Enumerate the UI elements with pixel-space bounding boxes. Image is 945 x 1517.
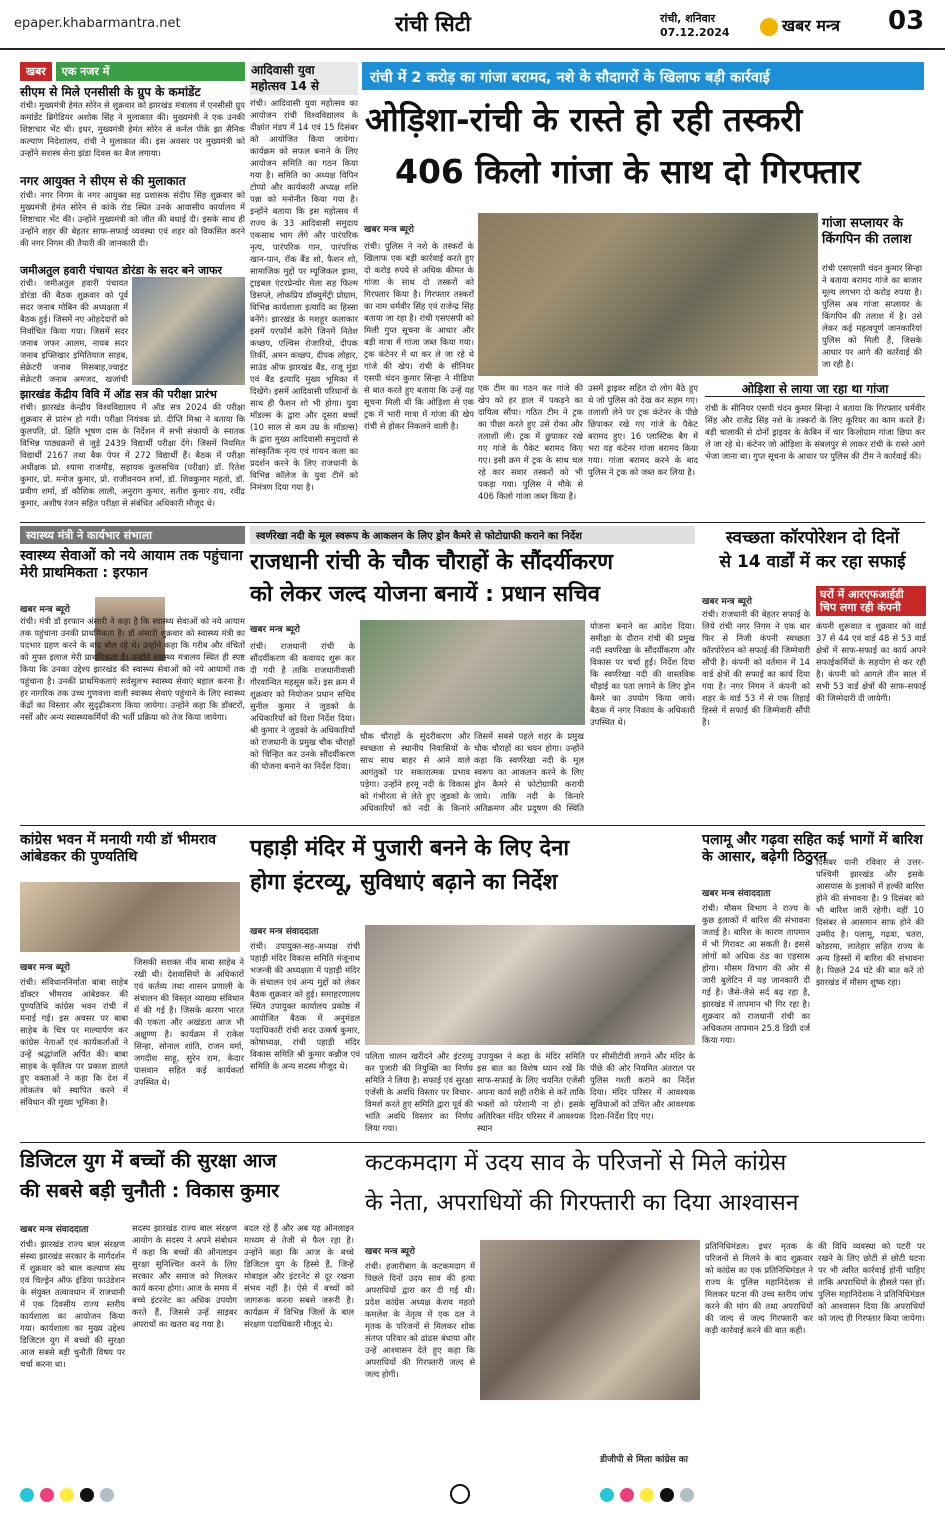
temple-col-3: उपायुक्त ने कहा के मंदिर समिति इस बात का विशेष ध्यान रखें कि साफ-सफाई के लिए चयनित एजेंसी अपना कार्य सही तरीके से करें ताकि भक्तों को परेशानी ना हो। इसके अतिरिक्त मंदिर परिसर में आवश्यक स्थान bbox=[477, 1051, 585, 1133]
news-brief-column bbox=[20, 62, 245, 517]
chowk-byline: खबर मन्त्र ब्यूरो bbox=[250, 625, 300, 635]
brief-3-body: रांची। जमीअतुल हवारी पंचायत डोरंडा की बैठक शुक्रवार को पूर्व सदर जनाब मोबिन की अध्यक्षता में बैठक हुई। जिसमें नए ओहदेदारों को निर्वाचित किया गया। जिसमें सदर जनाब जफर आलम, नायब सदर जनाब इफ्तिखार इमितियाज साहब, सेक्रेटरी जनाब मिसबाह,ज्वाइंट सेक्रेटरी जनाब अमजद, खजांची bbox=[20, 277, 128, 384]
lead-story-band: रांची में 2 करोड़ का गांजा बरामद, नशे के सौदागरों के खिलाफ बड़ी कार्रवाई bbox=[362, 62, 924, 90]
tribal-headline-1: आदिवासी युवा bbox=[250, 62, 358, 78]
tribal-body: रांची। आदिवासी युवा महोत्सव का आयोजन रांची विश्वविद्यालय के दीक्षांत मंडप में 14 एवं 15 दिसंबर को आयोजित किया जायेगा। कार्यक्रम को सफल बनाने के लिए आयोजन समिति का गठन किया गया है। समिति का अध्यक्ष विपिन टोप्पो और कार्यकारी अध्यक्ष शशि पन्ना को मनोनीत किया गया है। इन्होंने बताया कि इस महोत्सव में राज्य के 33 आदिवासी समुदाय एकसाथ भाग लेंगे और पारंपरिक नृत्य, पारंपरिक गान, पारंपरिक खान-पान, रॉक बैंड शो, फैशन शो, सामाजिक मुद्दों पर म्यूजिकल ड्रामा, ट्राइबल एंटरप्रेन्योर मेला सह फिल्म डिसप्ले, लोकप्रिय डॉक्युमेंट्री प्रोग्राम, विभिन्न कार्यशाला इत्यादि का हिस्सा बनेंगे। झारखंड के मशहूर कलाकार इसमें परफॉर्म करेंगे जिनमें नितेश कच्छप, एल्विस रोजारियो, दीपक तिर्की, अमन कच्छप, दीपक लोहार, साउंड ऑफ झारखंड बैंड, राजू मुंडा एवं बैंड इत्यादि मुख्य भूमिका में दिखेंगे। इसमें आदिवासी परिधानों के साथ ही फैशन शो भी होगा। युवा मॉडल्स के द्वारा और दूसरा बच्चों (10 साल से कम उम्र के मॉडल्स) के द्वारा मुख्य आदिवासी समुदायों से सांस्कृतिक नृत्य एवं गायन कला का प्रदर्शन करने के लिए राजधानी के विभिन्न कॉलेज के युवा टीमें को निमंत्रण दिया गया है। bbox=[250, 97, 358, 492]
temple-col-1: रांची। उपायुक्त-सह-अध्यक्ष रांची पहाड़ी मंदिर विकास समिति मंजूनाथ भजन्त्री की अध्यक्षता में पहाड़ी मंदिर के संचालन एवं अन्य मुद्दों को लेकर बैठक शुक्रवार को हुई। समाहरणालय स्थित उपायुक्त कार्यालय प्रकोष्ठ में आयोजित बैठक में अनुमंडल पदाधिकारी रांची सदर उत्कर्ष कुमार, कोषाध्यक्ष, रांची पहाड़ी मंदिर विकास समिति श्री कुमार कन्नौज एवं समिति के अन्य सदस्य मौजूद थे। bbox=[250, 941, 360, 1071]
divider bbox=[20, 1142, 925, 1143]
meeting-photo bbox=[132, 277, 245, 385]
weather-headline: पलामू और गढ़वा सहित कई भागों में बारिश के आसार, बढ़ेगी ठिठुरन bbox=[702, 832, 923, 865]
date-value: 07.12.2024 bbox=[660, 26, 730, 39]
child-headline-1: डिजिटल युग में बच्चों की सुरक्षा आज bbox=[20, 1150, 277, 1172]
temple-col-2: पलिता चालन खरीदने और इंटरव्यू कर पुजारी की नियुक्ति का निर्णय समिति ने लिया है। सफाई एवं सुरक्षा एजेंसी के अवधि विस्तार पर विचार-विमर्श करते हुए समिति द्वारा पूर्व की भांति अवधि विस्तार का निर्णय लिया गया। bbox=[365, 1051, 473, 1133]
ambedkar-col-2: जिसकी सशक्त नींव बाबा साहेब ने रखी थी। देशवासियों के अधिकारों एवं कर्तव्य तथा शासन प्रणाली के संचालन की विस्तृत व्याख्या संविधान में की गई है। जिसके कारण भारत की एकता और अखंडता आज भी अक्षुण्ण है। कार्यक्रम में राकेश सिन्हा, सोनाल शांति, राजन वर्मा, जगदीश साहू, सुरेन राम, केदार पासवान सहित कई कार्यकर्ता उपस्थित थे। bbox=[134, 957, 244, 1087]
registration-dot bbox=[660, 1488, 674, 1502]
brief-1-headline: सीएम से मिले एनसीसी के ग्रुप के कमांडेंट bbox=[20, 85, 201, 99]
registration-dot bbox=[60, 1488, 74, 1502]
brief-2-headline: नगर आयुक्त ने सीएम से की मुलाकात bbox=[20, 174, 186, 189]
date-day: रांची, शनिवार bbox=[660, 12, 716, 25]
congress-dgp-photo bbox=[480, 1240, 700, 1400]
katak-col-3: की विधि व्यवस्था को पटरी पर रखने के लिए छोटी से छोटी घटना पर भी त्वरित कार्रवाई होनी चाहिए ताकि अपराधियों के हौसले पस्त हों। पुलिस महानिदेशक ने प्रतिनिधिमंडल को आश्वासन दिया कि अपराधियों को जल्द ही गिरफ्तार किया जायेगा। bbox=[818, 1241, 925, 1323]
section-title: रांची सिटी bbox=[395, 12, 471, 36]
katak-byline: खबर मन्त्र ब्यूरो bbox=[365, 1247, 415, 1257]
ambedkar-headline: कांग्रेस भवन में मनायी गयी डॉ भीमराव आंबेडकर की पुण्यतिथि bbox=[20, 832, 216, 865]
chowk-photo bbox=[360, 620, 585, 725]
child-col-3: बदल रहे हैं और अब यह ऑनलाइन माध्यम से तेजी से फैल रहा है। उन्होंने कहा कि आज के बच्चे डिजिटल युग के हिस्से हैं, जिन्हें मोबाइल और इंटरनेट से दूर रखना संभव नहीं है। ऐसे में बच्चों को जागरूक करना सबसे जरूरी है। कार्यक्रम में विभिन्न जिलों के बाल संरक्षण पदाधिकारी मौजूद थे। bbox=[244, 1223, 354, 1329]
odisha-subhead: ओड़िशा से लाया जा रहा था गांजा bbox=[705, 382, 925, 397]
brief-4-headline: झारखंड केंद्रीय विवि में ऑड सत्र की परीक्षा प्रारंभ bbox=[20, 387, 217, 401]
child-headline-2: की सबसे बड़ी चुनौती : विकास कुमार bbox=[20, 1180, 280, 1202]
katak-col-2: प्रतिनिधिमंडल। इधर मृतक के परिजनों से मिलने के बाद शुक्रवार को कांग्रेस का एक प्रतिनिधिमंडल ने राज्य के पुलिस महानिदेशक से मिलकर घटना की उच्च स्तरीय जांच करने की मांग की तथा अपराधियों की जल्द से जल्द गिरफ्तारी कर कड़ी कार्रवाई करने की बात कही। bbox=[705, 1241, 813, 1335]
clean-headline-2: से 14 वार्डों में कर रहा सफाई bbox=[719, 552, 906, 572]
child-col-2: सदस्य झारखंड राज्य बाल संरक्षण आयोग के सदस्य ने अपने संबोधन में कहा कि बच्चों की ऑनलाइन सुरक्षा सुनिश्चित करने के लिए सरकार और समाज को मिलकर कार्य करना होगा। आज के समय में बच्चे इंटरनेट का अधिक उपयोग करते हैं, जिससे उन्हें साइबर अपराधों का खतरा बढ़ गया है। bbox=[132, 1223, 237, 1329]
registration-dot bbox=[80, 1488, 94, 1502]
tribal-headline-2: महोत्सव 14 से bbox=[250, 78, 358, 94]
lead-byline: खबर मन्त्र ब्यूरो bbox=[364, 225, 414, 235]
health-byline: खबर मन्त्र ब्यूरो bbox=[20, 605, 70, 615]
divider bbox=[20, 825, 925, 826]
tag-khabar: खबर bbox=[20, 62, 52, 81]
lead-headline-1: ओड़िशा-रांची के रास्ते हो रही तस्करी bbox=[365, 100, 803, 139]
police-press-photo bbox=[478, 213, 818, 376]
chowk-headline-1: राजधानी रांची के चौक चौराहों के सौंदर्यीकरण bbox=[250, 550, 614, 575]
tag-ek-nazar: एक नजर में bbox=[56, 62, 245, 81]
temple-headline-2: होगा इंटरव्यू, सुविधाएं बढ़ाने का निर्देश bbox=[250, 870, 558, 895]
brief-4-body: रांची। झारखंड केन्द्रीय विश्वविद्यालय में ऑड सत्र 2024 की परीक्षा शुक्रवार से प्रारंभ हो गयी। परीक्षा नियंत्रक प्रो. दीप्ति मिश्रा ने बताया कि कुलपति, प्रो. क्षिति भूषण दास के निर्देशन में सभी संकायों के स्नातक विभिन्न पाठ्यक्रमों से जुड़े 2439 विद्यार्थी परीक्षा देंगे। जिसमें नियमित विद्यार्थी 2167 तथा बैक पेपर में 272 विद्यार्थी हैं। बैठक में परीक्षा अधीक्षक प्रो. श्यामा राजगौड़, सहायक कुलसचिव (परीक्षा) डॉ. रितेश कुमार, प्रो. मनोज कुमार, प्रो. राजीवनयन शर्मा, डॉ. शिवकुमार महतो, डॉ. प्रवीण शर्मा, डॉ कौशिक लाली, अनुराग कुमार, सतीश कुमार राय, रवींद्र कुमार, अशीष रंजन सहित परीक्षा से संबंधित अधिकारी मौजूद थे। bbox=[20, 402, 245, 509]
crosshair-icon bbox=[450, 1484, 470, 1504]
temple-headline-1: पहाड़ी मंदिर में पुजारी बनने के लिए देना bbox=[250, 836, 570, 861]
registration-dot bbox=[640, 1488, 654, 1502]
registration-dot bbox=[680, 1488, 694, 1502]
odisha-body: रांची के सीनियर एसपी चंदन कुमार सिन्हा ने बताया कि गिरफ्तार धर्मवीर सिंह और राजेंद्र सिंह नशे के तस्करों के लिए कूरियर का काम करते हैं। बड़ी चालाकी से दोनों ड्राइवर के केबिन में चार किलोग्राम गांजा छिपा कर ले जा रहे थे। कंटेनर जो ओड़िशा के संबलपुर से लाकर रांची के रास्ते आगे भेजा जाना था। गुप्त सूचना के आधार पर पुलिस की टीम ने कार्रवाई की। bbox=[705, 403, 925, 461]
temple-meeting-photo bbox=[365, 925, 695, 1045]
tribal-festival-story bbox=[250, 62, 358, 517]
weather-byline: खबर मन्त्र संवाददाता bbox=[702, 889, 771, 899]
page-header bbox=[0, 0, 945, 50]
registration-dot bbox=[20, 1488, 34, 1502]
lead-col-2: एक टीम का गठन कर गांजे की खेप को हर हाल में पकड़ने का दायित्व सौंपा। गठित टीम ने ट्रक का पीछा करते हुए उसे रोका और तलाशी ली। ट्रक में छुपाकर रखे गए गांजे के पैकेट बरामद किए गए। इसी क्रम में ट्रक के साथ चल रहे कार सवार तस्करों को भी पकड़ा गया। पुलिस ने मौके से 406 किलो गांजा जब्त किया है। bbox=[478, 383, 583, 501]
brief-1-body: रांची। मुख्यमंत्री हेमंत सोरेन से शुक्रवार को झारखंड मंत्रालय में एनसीसी ग्रुप कमांडेंट ब्रिगेडियर अशोक सिंह ने मुलाकात की। मुख्यमंत्री ने एक उनकी शिष्टाचार भेंट थी। इधर, मुख्यमंत्री हेमंत सोरेन से कर्नल पीके झा सैनिक कल्याण निदेशालय, रांची ने मुलाकात की। इस अवसर पर मुख्यमंत्री को उन्होंने सशस्त्र सेना झंडा दिवस का बैज लगाया। bbox=[20, 100, 245, 159]
rfid-redbar: घरों में आरएफआईडी चिप लगा रही कंपनी bbox=[816, 586, 926, 616]
chowk-col-2: चौक चौराहों के सुंदरीकरण और स्वच्छता से स्थानीय निवासियों के साथ साथ बाहर से आने वाले आगंतुकों पर सकारात्मक प्रभाव पड़ेगा। उन्होंने हरमू नदी के विकास को गंभीरता से लेते हुए जुडको के अधिकारियों को नदी के किनारे bbox=[360, 731, 470, 813]
kingpin-headline: गांजा सप्लायर के किंगपिन की तलाश bbox=[822, 216, 912, 247]
clean-col-2: कंपनी शुरूवात व शुक्रवार को वार्ड 37 से 44 एवं वार्ड 48 से 53 वार्ड क्षेत्रों में साफ-सफाई का कार्य अपने सफाईकर्मियों के सहयोग से कर रही है। कंपनी को आगले तीन साल में सभी 53 वार्ड क्षेत्रों की साफ-सफाई की जिम्मेदारी दी जायेगी। bbox=[816, 621, 926, 703]
katak-headline-1: कटकमदाग में उदय साव के परिजनों से मिले कांग्रेस bbox=[365, 1150, 787, 1176]
clean-headline-1: स्वच्छता कॉरपोरेशन दो दिनों bbox=[725, 528, 900, 548]
page-number: 03 bbox=[888, 6, 925, 36]
print-registration-marks-left bbox=[20, 1487, 120, 1506]
clean-col-1: रांची। राजधानी की बेहतर सफाई के लिये रांची नगर निगम ने एक बार फिर से निजी कंपनी स्वच्छता कॉरपोरेशन को सफाई की जिम्मेवारी सौंपी है। कंपनी को वर्तमान में 14 वार्ड क्षेत्रों की सफाई का कार्य दिया गया है। नगर निगम ने कंपनी को शहर के वार्ड 53 में से एक तिहाई हिस्से में सफाई की जिम्मेवारी सौंपी है। bbox=[702, 609, 810, 727]
weather-col-1: रांची। मौसम विभाग ने राज्य के कुछ इलाकों में बारिश की संभावना जताई है। बारिश के कारण तापमान में भी गिरावट आ सकती है। इससे लोगों को अधिक ठंड का एहसास होगा। मौसम विभाग की ओर से जारी बुलेटिन में यह जानकारी दी गई है। जैसे-जैसे सर्द बढ़ रहा है, झारखंड में तापमान भी गिर रहा है। शुक्रवार को राजधानी रांची का अधिकतम तापमान 25.8 डिग्री दर्ज किया गया। bbox=[702, 903, 810, 1045]
temple-byline: खबर मन्त्र संवाददाता bbox=[250, 927, 319, 937]
ambedkar-col-1: रांची। संविधाननिर्माता बाबा साहेब डॉक्टर भीमराव आंबेडकर की पुण्यतिथि कांग्रेस भवन रांची में मनाई गई। इस अवसर पर बाबा साहेब के चित्र पर माल्यार्पण कर कांग्रेस नेताओं एवं कार्यकर्ताओं ने उन्हें श्रद्धांजलि अर्पित की। बाबा साहब के कृतित्व पर प्रकाश डालते हुए वक्ताओं ने कहा कि देश में लोकतंत्र को स्थापित करने में संविधान की मुख्य भूमिका है। bbox=[20, 977, 128, 1107]
brand-logo bbox=[760, 14, 840, 36]
chowk-col-1: रांची। राजधानी रांची के सौंदर्यीकरण की कवायद शुरू कर दी गयी है ताकि राजधानीवासी गौरवान्वित महसूस करें। इस क्रम में शुक्रवार को नियोजन प्रधान सचिव सुनील कुमार ने जुडको के अधिकारियों को दिशा निर्देश दिया। श्री कुमार ने जुडको के अधिकारियों को राजधानी के प्रमुख चौक चौराहों को चिन्हित कर उनके सौंदर्यीकरण की योजना बनाने का निर्देश दिया। bbox=[250, 641, 355, 771]
health-headline: स्वास्थ्य सेवाओं को नये आयाम तक पहुंचाना मेरी प्राथमिकता : इरफान bbox=[20, 548, 243, 581]
child-col-1: रांची। झारखंड राज्य बाल संरक्षण संस्था झारखंड सरकार के मार्गदर्शन में शुक्रवार को बाल कल्याण संघ एवं चिल्ड्रेन ऑफ इंडिया फाउंडेशन के संयुक्त तत्वावधान में राजधानी में एक दिवसीय राज्य स्तरीय कार्यशाला का आयोजन किया गया। कार्यशाला का मुख्य उद्देश्य डिजिटल युग में बच्चों की सुरक्षा आज सबसे बड़ी चुनौती विषय पर चर्चा करना था। bbox=[20, 1239, 125, 1369]
registration-dot bbox=[100, 1488, 114, 1502]
lead-col-3: उसमें ड्राइवर सहित दो लोग बैठे हुए थे जो पुलिस को देख कर सहम गए। तलाशी लेने पर ट्रक कंटेनर के पीछे छिपाकर रखे गए गांजे के पैकेट बरामद हुए। 16 प्लास्टिक बैग में भरा यह कंटेनर गांजा बरामद किया गया। गांजा बरामद करने के बाद पुलिस ने ट्रक को जब्त कर लिया है। bbox=[588, 383, 698, 477]
brief-2-body: रांची। नगर निगम के नगर आयुक्त सह प्रशासक संदीप सिंह शुक्रवार को मुख्यमंत्री हेमंत सोरेन से कांके रोड स्थित उनके आवासीय कार्यालय में शिष्टाचार भेंट की। उन्होंने मुख्यमंत्री को जीत की बधाई दी। इसके साथ ही उन्होंने शहर की बेहतर साफ-सफाई व्यवस्था एवं शहर को विकसित करने की नगर निगम की तैयारी की जानकारी दी। bbox=[20, 189, 245, 248]
epaper-url[interactable]: epaper.khabarmantra.net bbox=[14, 16, 181, 31]
katak-photo-caption: डीजीपी से मिला कांग्रेस का bbox=[600, 1455, 689, 1465]
logo-icon bbox=[760, 18, 778, 36]
divider bbox=[20, 522, 925, 523]
registration-dot bbox=[600, 1488, 614, 1502]
registration-dot bbox=[40, 1488, 54, 1502]
clean-byline: खबर मन्त्र ब्यूरो bbox=[702, 597, 752, 607]
chowk-band: स्वर्णरेखा नदी के मूल स्वरूप के आकलन के लिए ड्रोन कैमरे से फोटोग्राफी कराने का निर्देश bbox=[250, 526, 695, 544]
chowk-col-4: योजना बनाने का आदेश दिया। समीक्षा के दौरान रांची की प्रमुख नदी स्वर्णरेखा के सौंदर्यीकरण और विकास पर चर्चा हुई। निर्देश दिया कि स्वर्णरेखा नदी की वास्तविक चौड़ाई का पता लगाने के लिए ड्रोन कैमरे का उपयोग किया जाये। बैठक में नगर निकाय के अधिकारी उपस्थित थे। bbox=[590, 621, 695, 727]
temple-col-4: पर सीसीटीवी लगाने और मंदिर के पीछे की ओर नियमित अंतराल पर पुलिस गश्ती कराने का निर्देश दिया। मंदिर परिसर में आवश्यक सुविधाओं को उचित और आवश्यक दिशा-निर्देश दिए गए। bbox=[590, 1051, 695, 1121]
lead-col-1: रांची। पुलिस ने नशे के तस्करों के खिलाफ एक बड़ी कार्रवाई करते हुए दो करोड़ रुपये से अधिक कीमत के गांजा के साथ दो तस्करों को गिरफ्तार किया है। गिरफ्तार तस्करों का नाम धर्मवीर सिंह एवं राजेन्द्र सिंह बताया जा रहा है। रांची एसएसपी को मिली गुप्त सूचना के आधार और बड़ी मात्रा में गांजा जब्त किया गया। ट्रक कंटेनर में था कर ले जा रहे थे गांजे की खेप। रांची के सीनियर एसपी चंदन कुमार सिन्हा ने मीडिया से बात करते हुए बताया कि उन्हें यह सूचना मिली थी कि ओड़िशा से एक ट्रक में भारी मात्रा में गांजा की खेप रांची से होकर निकलने वाली है। bbox=[364, 241, 474, 431]
registration-dot bbox=[620, 1488, 634, 1502]
kingpin-body: रांची एसएसपी चंदन कुमार सिन्हा ने बताया बरामद गांजे का बाजार मूल्य लगभग दो करोड़ रुपया है। पुलिस अब गांजा सप्लायर के किंगपिन की तलाश में है। उसे लेकर कई महत्वपूर्ण जानकारियां पुलिस को मिली हैं, जिसके आधार पर आगे की कार्रवाई की जा रही है। bbox=[822, 263, 922, 369]
ambedkar-byline: खबर मन्त्र ब्यूरो bbox=[20, 963, 70, 973]
weather-col-2: दिसंबर यानी रविवार से उत्तर-पश्चिमी झारखंड और इसके आसपास के इलाकों में हल्की बारिश होने की संभावना है। 9 दिसंबर को भी बारिश जारी रहेगी। वहीं 10 दिसंबर से आसमान साफ होने की उम्मीद है। पलामू, गढ़वा, चतरा, कोडरमा, लातेहार सहित राज्य के अन्य हिस्सों में बारिश की संभावना है। पिछले 24 घंटे की बात करें तो झारखंड में मौसम शुष्क रहा। bbox=[816, 857, 924, 987]
chowk-headline-2: को लेकर जल्द योजना बनायें : प्रधान सचिव bbox=[250, 582, 600, 607]
print-registration-marks-right bbox=[600, 1487, 700, 1506]
brief-3-headline: जमीअतुल हवारी पंचायत डोरंडा के सदर बने जाफर bbox=[20, 263, 222, 277]
child-byline: खबर मन्त्र संवाददाता bbox=[20, 1225, 89, 1235]
ambedkar-photo bbox=[20, 882, 240, 952]
logo-text: खबर मन्त्र bbox=[782, 16, 840, 35]
health-band: स्वास्थ्य मंत्री ने कार्यभार संभाला bbox=[20, 526, 245, 544]
health-body: रांची। मंत्री डॉ इरफान अंसारी ने कहा है कि स्वास्थ्य सेवाओं को नये आयाम तक पहुंचाना उनकी प्राथमिकता है। डॉ अंसारी शुक्रवार को स्वास्थ्य मंत्री का पदभार ग्रहण करने के बाद बोल रहे थे। उन्होंने कहा कि गरीब और वंचितों को मुफ्त इलाज मेरी प्राथमिकता है। उन्होंने स्वास्थ्य मंत्रालय स्थित ही स्पष्ट किया कि उनका उद्देश्य झारखंड की स्वास्थ्य सेवाओं को नये आयामों तक पहुंचाना है। उनकी प्राथमिकताएं सर्वसुलभ स्वास्थ्य सेवाएं बहाल करना है। हर नागरिक तक उच्च गुणवत्ता वाली स्वास्थ्य सेवाएं पहुंचाने के लिए स्वास्थ्य केंद्रों का विस्तार और सुदृढ़ीकरण किया जायेगा। उन्होंने कहा कि डॉक्टरों, नर्सों और अन्य स्वास्थ्यकर्मियों की भर्ती प्रक्रिया को तेज किया जायेगा। bbox=[20, 616, 245, 722]
katak-headline-2: के नेता, अपराधियों की गिरफ्तारी का दिया आश्वासन bbox=[365, 1190, 799, 1216]
date-block bbox=[660, 12, 730, 40]
chowk-col-3: जिसमें सबसे पहले शहर के प्रमुख चौक चौराहों का चयन होगा। उन्होंने कहा कि स्वर्णरेखा नदी के मूल स्वरूप का आकलन करने के लिए ड्रोन कैमरे से फोटोग्राफी करायी जाये। ताकि नदी के किनारे अतिक्रमण और प्रदूषण की स्थिति bbox=[474, 731, 584, 813]
katak-col-1: रांची। हजारीबाग के कटकमदाग में पिछले दिनों उदय साव की हत्या अपराधियों द्वारा कर दी गई थी। प्रदेश कांग्रेस अध्यक्ष केशव महतो कमलेश के नेतृत्व में एक दल ने मृतक के परिजनों से मिलकर शोक संतप्त परिवार को ढांढस बंधाया और उन्हें आश्वासन देते हुए कहा कि अपराधियों की गिरफ्तारी जल्द से जल्द होगी। bbox=[365, 1261, 475, 1379]
lead-headline-2: 406 किलो गांजा के साथ दो गिरफ्तार bbox=[395, 152, 861, 191]
